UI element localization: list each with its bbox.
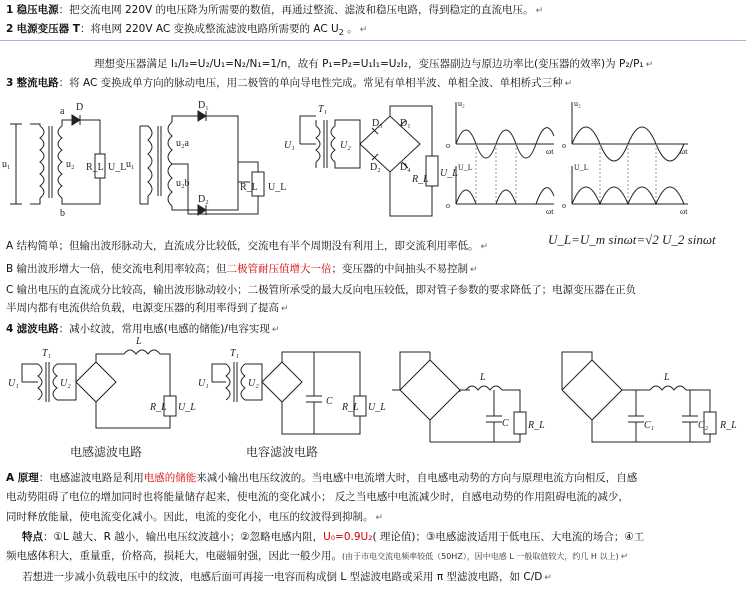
features-part2: ( 理论值)；③电感滤波适用于低电压、大电流的场合；④工 (372, 531, 645, 543)
filter-label-RL-a: R_L (150, 402, 167, 413)
point-a-text: A 结构简单；但输出波形脉动大，直流成分比较低，交流电有半个周期没有利用上，即交流利用率低。 (6, 240, 479, 252)
section-3-text: ：将 AC 变换成单方向的脉动电压，用二极管的单向导电性完成。常见有单相半波、单相全波、单相桥式三种 (58, 77, 563, 89)
axis-u2-left: u₂ (458, 99, 465, 108)
features-title: 特点 (22, 531, 43, 543)
section-3-number: 3 (6, 77, 14, 89)
filter-label-L-a: L (136, 336, 142, 347)
label-D: D (76, 102, 84, 113)
section-3-title: 整流电路 (16, 77, 59, 89)
label-D1b: D₁ (400, 118, 411, 129)
caption-capacitor-filter: 电容滤波电路 (246, 445, 319, 459)
features-part1: ：①L 越大、R 越小，输出电压纹波越小；②忽略电感内阻， (43, 531, 324, 543)
label-D1: D₁ (198, 100, 209, 111)
filter-label-L-d: L (664, 372, 670, 383)
principle-text-2: 电动势阻碍了电位的增加同时也将能量储存起来，使电流的变化减小； 反之当电感中电流减少时，自感电动势的作用阻碍电流的减少， (6, 491, 629, 503)
axis-o-left-1: o (446, 141, 450, 150)
features-text-2: 频电感体积大，重量重，价格高，损耗大，电磁辐射强，因此一般少用。 (6, 550, 342, 562)
filter-label-UL-a: U_L (178, 402, 196, 413)
section-2-number: 2 (6, 23, 14, 35)
axis-o-right-1: o (562, 141, 566, 150)
label-a: a (60, 106, 65, 117)
inductor-filter-circuit (22, 350, 176, 428)
section-3-line: 3 整流电路：将 AC 变换成单方向的脉动电压，用二极管的单向导电性完成。常见有单相半波、单相全波、单相桥式三种 ↵ (6, 77, 573, 89)
last-line-text: 若想进一步减小负载电压中的纹波，电感后面可再接一电容而构成倒 L 型滤波电路或采用 π 型滤波电路，如 C/D (22, 571, 543, 583)
caption-inductor-filter: 电感滤波电路 (70, 445, 143, 459)
principle-line-3: 同时释放能量，使电流变化减小。因此，电流的变化小，电压的纹波得到抑制。 ↵ (6, 511, 384, 523)
features-small: (由于市电交流电频率较低（50HZ），因中电感 L 一般取值较大，约几 H 以上) (342, 552, 619, 561)
label-U2: U₂ (340, 140, 351, 151)
pi-filter-circuit (562, 352, 716, 442)
rectifier-figures (0, 96, 746, 226)
features-line-2: 频电感体积大，重量重，价格高，损耗大，电磁辐射强，因此一般少用。(由于市电交流电频率较低（50HZ），因中电感 L 一般取值较大，约几 H 以上) ↵ (6, 550, 629, 562)
section-2-title: 电源变压器 T (16, 23, 80, 35)
axis-o-left-2: o (446, 201, 450, 210)
principle-text-3: 同时释放能量，使电流变化减小。因此，电流的变化小，电压的纹波得到抑制。 (6, 511, 374, 523)
point-c-line-2: 半周内都有电流供给负载，电源变压器的利用率得到了提高 ↵ (6, 302, 289, 314)
full-wave-waveforms (572, 102, 688, 204)
section-2-text: ：将电网 220V AC 变换成整流滤波电路所需要的 AC U (79, 23, 339, 35)
axis-UL-left: U_L (458, 163, 473, 172)
section-2-sub: 2 (338, 28, 344, 38)
half-wave-waveforms (456, 102, 554, 204)
axis-UL-right: U_L (574, 163, 589, 172)
section-1-title: 稳压电源 (16, 4, 59, 16)
label-u1: u₁ (2, 159, 11, 170)
label-RL-3: R_L (412, 174, 429, 185)
bridge-circuit (300, 106, 438, 216)
ideal-transformer-text: 理想变压器满足 I₁/I₂=U₂/U₁=N₂/N₁=1/n，故有 P₁=P₂=U₁I₁=U₂I₂，变压器副边与原边功率比(变压器的效率)为 P₂/P₁ (94, 58, 644, 70)
label-D3: D₃ (372, 118, 383, 129)
label-u2b: u₂b (176, 178, 190, 189)
section-1-number: 1 (6, 4, 14, 16)
point-a-line: A 结构简单；但输出波形脉动大，直流成分比较低，交流电有半个周期没有利用上，即交流利用率低。 ↵ (6, 240, 489, 252)
axis-wt-right-2: ωt (680, 207, 688, 216)
filter-label-C-b: C (326, 396, 333, 407)
principle-rest: 来减小输出电压纹波的。当电感中电流增大时，自电感电动势的方向与原理电流方向相反，自感 (196, 472, 638, 484)
label-UL-3: U_L (440, 168, 458, 179)
principle-title: A 原理 (6, 472, 39, 484)
features-red: U₀=0.9U₂ (323, 531, 373, 543)
section-1-text: ：把交流电网 220V 的电压降为所需要的数值，再通过整流、滤波和稳压电路，得到稳定的直流电压。 (58, 4, 534, 16)
axis-wt-left-2: ωt (546, 207, 554, 216)
filter-label-U1-a: U₁ (8, 378, 19, 389)
principle-mid: ：电感滤波电路是利用 (38, 472, 144, 484)
label-UL-2: U_L (268, 182, 287, 193)
rectifier-formula: U_L=U_m sinωt=√2 U_2 sinωt (548, 232, 716, 247)
filter-label-T1-b: T₁ (230, 348, 240, 359)
principle-line-1 (6, 471, 746, 486)
last-line: 若想进一步减小负载电压中的纹波，电感后面可再接一电容而构成倒 L 型滤波电路或采用 π 型滤波电路，如 C/D ↵ (22, 571, 552, 583)
point-c-line-1 (6, 283, 746, 298)
label-UL-1: U_L (108, 162, 127, 173)
filter-label-C1-d: C₁ (644, 420, 655, 431)
point-b-suffix: ；变压器的中间抽头不易控制 (331, 263, 469, 275)
label-T1: T₁ (318, 104, 328, 115)
label-u2a: u₂a (176, 138, 189, 149)
capacitor-filter-circuit (212, 352, 366, 434)
filter-label-RL-b: R_L (342, 402, 359, 413)
label-D4: D₄ (400, 162, 411, 173)
filter-label-C2-d: C₂ (698, 420, 709, 431)
divider-line (0, 40, 746, 41)
features-line-1 (22, 530, 746, 545)
label-RL-2: R_L (240, 182, 258, 193)
section-2-line: 2 电源变压器 T：将电网 220V AC 变换成整流滤波电路所需要的 AC $U_2$ 。 ↵ (6, 23, 368, 38)
section-2-end: 。 (343, 23, 358, 35)
axis-u2-right: u₂ (574, 99, 581, 108)
label-u2: u₂ (66, 159, 75, 170)
filter-label-UL-b: U_L (368, 402, 386, 413)
filter-label-C-c: C (502, 418, 509, 429)
section-4-line: 4 滤波电路：减小纹波，常用电感(电感的储能)/电容实现 ↵ (6, 323, 280, 335)
section-4-text: ：减小纹波，常用电感(电感的储能)/电容实现 (58, 323, 270, 335)
point-c-text-2: 半周内都有电流供给负载，电源变压器的利用率得到了提高 (6, 302, 279, 314)
point-c-text-1: C 输出电压的直流成分比较高，输出波形脉动较小；二极管所承受的最大反向电压较低，即对管子参数的要求降低了；电源变压器在正负 (6, 284, 637, 296)
label-u1-2: u₁ (126, 159, 135, 170)
filter-label-L-c: L (480, 372, 486, 383)
filter-label-RL-c: R_L (528, 420, 545, 431)
label-b: b (60, 208, 65, 219)
section-4-title: 滤波电路 (16, 323, 59, 335)
axis-wt-left-1: ωt (546, 147, 554, 156)
label-D2b: D₂ (370, 162, 381, 173)
section-4-number: 4 (6, 323, 14, 335)
filter-label-U2-a: U₂ (60, 378, 71, 389)
filter-label-U1-b: U₁ (198, 378, 209, 389)
label-RL-1: R_L (86, 162, 104, 173)
axis-o-right-2: o (562, 201, 566, 210)
principle-line-2 (6, 490, 746, 505)
axis-wt-right-1: ωt (680, 147, 688, 156)
point-b-line: B 输出波形增大一倍，使交流电利用率较高；但二极管耐压值增大一倍；变压器的中间抽头不易控制 ↵ (6, 263, 478, 275)
principle-red: 电感的储能 (143, 472, 197, 484)
filter-label-U2-b: U₂ (248, 378, 259, 389)
filter-label-RL-d: R_L (720, 420, 737, 431)
point-b-prefix: B 输出波形增大一倍，使交流电利用率较高；但 (6, 263, 227, 275)
filter-label-T1-a: T₁ (42, 348, 52, 359)
point-b-red: 二极管耐压值增大一倍 (226, 263, 332, 275)
label-D2: D₂ (198, 194, 209, 205)
section-1-line: 1 稳压电源：把交流电网 220V 的电压降为所需要的数值，再通过整流、滤波和稳压电路，得到稳定的直流电压。 ↵ (6, 4, 544, 16)
ideal-transformer-line: 理想变压器满足 I₁/I₂=U₂/U₁=N₂/N₁=1/n，故有 P₁=P₂=U₁I₁=U₂I₂，变压器副边与原边功率比(变压器的效率)为 P₂/P₁ ↵ (94, 58, 654, 70)
label-U1: U₁ (284, 140, 295, 151)
half-wave-circuit (10, 115, 105, 204)
